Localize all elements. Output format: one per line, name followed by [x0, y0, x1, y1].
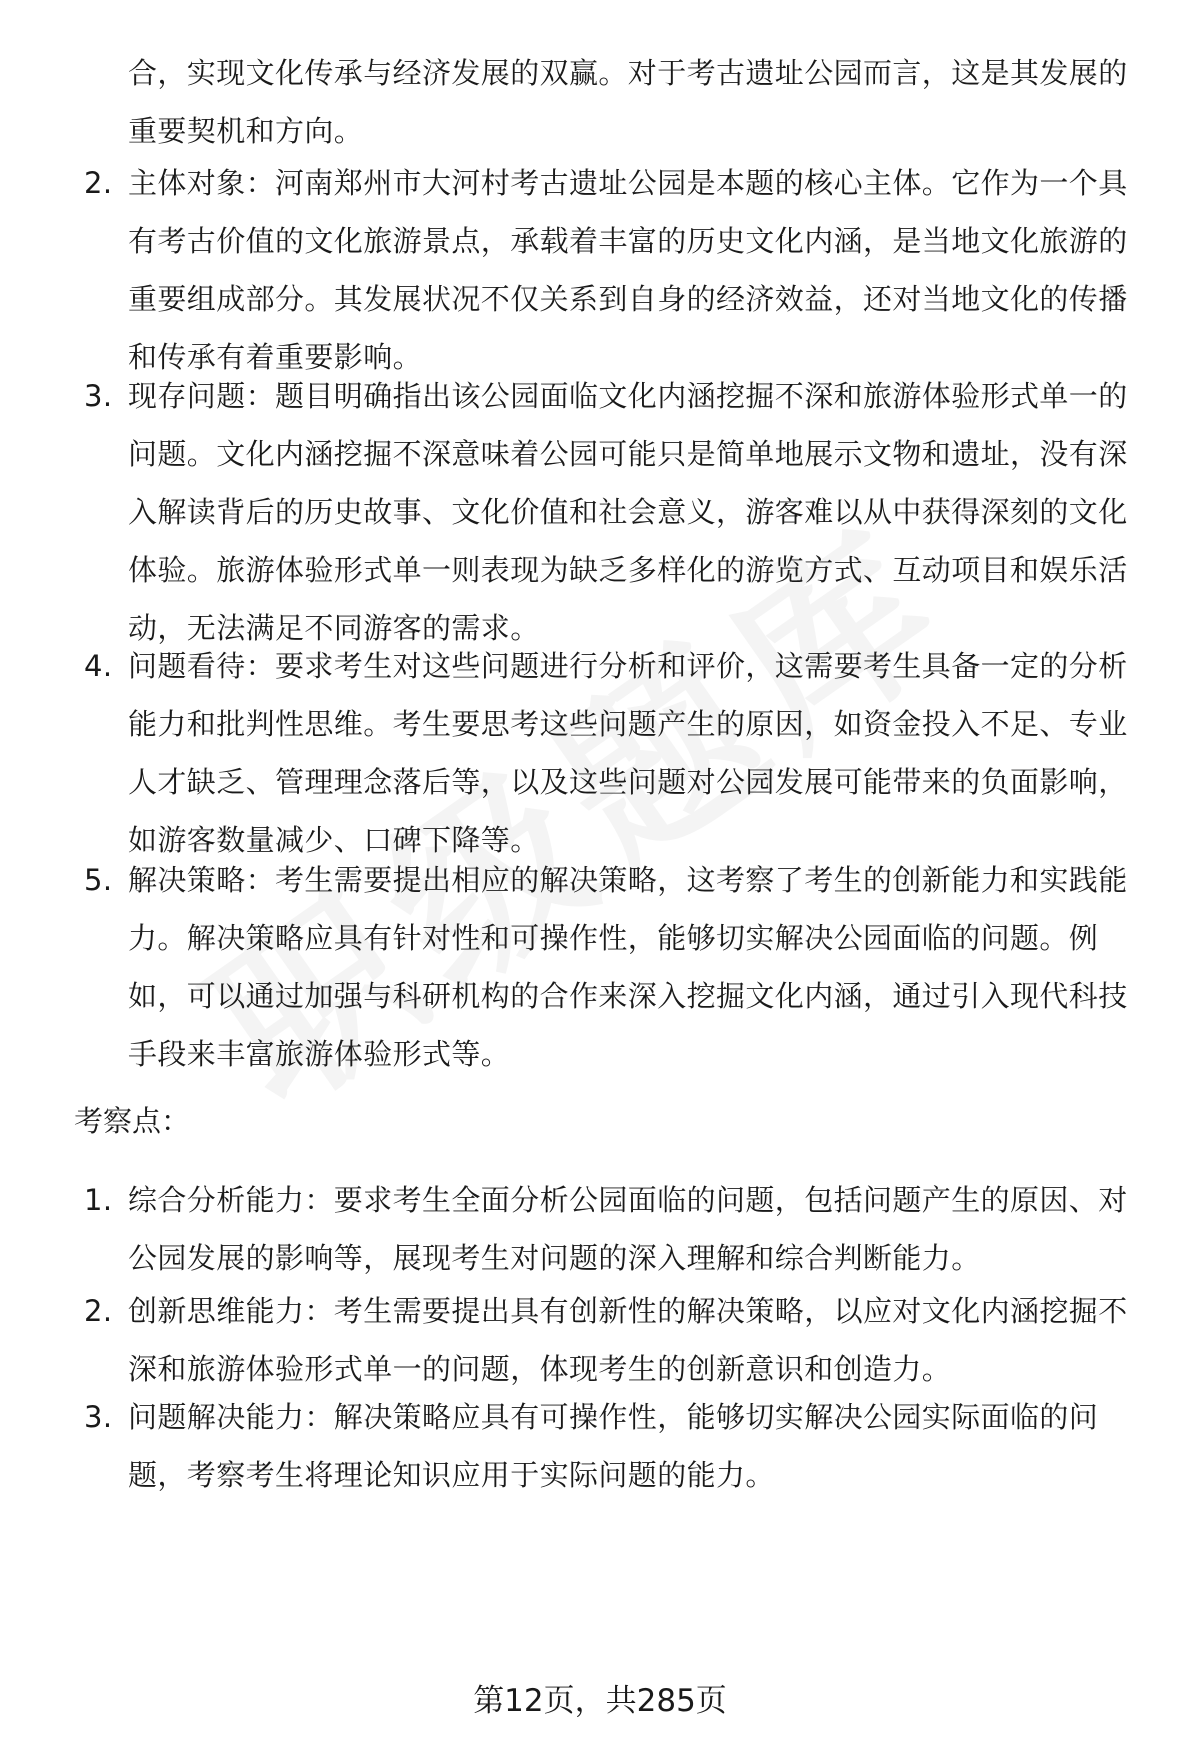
item-text: 综合分析能力：要求考生全面分析公园面临的问题，包括问题产生的原因、对公园发展的影响等，展现考生对问题的深入理解和综合判断能力。: [128, 1183, 1128, 1275]
item-number: 5.: [84, 863, 113, 897]
analysis-item-2: [84, 154, 1144, 386]
item-number: 2.: [84, 166, 113, 200]
analysis-item-4: [84, 637, 1144, 869]
item-text: 问题看待：要求考生对这些问题进行分析和评价，这需要考生具备一定的分析能力和批判性思维。考生要思考这些问题产生的原因，如资金投入不足、专业人才缺乏、管理理念落后等，以及这些问题对公园发展可能带来的负面影响，如游客数量减少、口碑下降等。: [128, 649, 1128, 857]
analysis-item-3: [84, 367, 1144, 657]
item-text: 主体对象：河南郑州市大河村考古遗址公园是本题的核心主体。它作为一个具有考古价值的文化旅游景点，承载着丰富的历史文化内涵，是当地文化旅游的重要组成部分。其发展状况不仅关系到自身的经济效益，还对当地文化的传播和传承有着重要影响。: [128, 166, 1128, 374]
item-text: 问题解决能力：解决策略应具有可操作性，能够切实解决公园实际面临的问题，考察考生将理论知识应用于实际问题的能力。: [128, 1400, 1099, 1492]
item-number: 3.: [84, 1400, 113, 1434]
assessment-item-3: [84, 1388, 1144, 1504]
item-number: 2.: [84, 1294, 113, 1328]
assessment-item-1: [84, 1171, 1144, 1287]
item-number: 1.: [84, 1183, 113, 1217]
item-text: 现存问题：题目明确指出该公园面临文化内涵挖掘不深和旅游体验形式单一的问题。文化内涵挖掘不深意味着公园可能只是简单地展示文物和遗址，没有深入解读背后的历史故事、文化价值和社会意义，游客难以从中获得深刻的文化体验。旅游体验形式单一则表现为缺乏多样化的游览方式、互动项目和娱乐活动，无法满足不同游客的需求。: [128, 379, 1128, 645]
analysis-item-5: [84, 851, 1144, 1083]
assessment-item-2: [84, 1282, 1144, 1398]
item-text: 创新思维能力：考生需要提出具有创新性的解决策略，以应对文化内涵挖掘不深和旅游体验形式单一的问题，体现考生的创新意识和创造力。: [128, 1294, 1128, 1386]
section-title: 考察点：: [74, 1104, 191, 1138]
item-text: 解决策略：考生需要提出相应的解决策略，这考察了考生的创新能力和实践能力。解决策略应具有针对性和可操作性，能够切实解决公园面临的问题。例如，可以通过加强与科研机构的合作来深入挖掘文化内涵，通过引入现代科技手段来丰富旅游体验形式等。: [128, 863, 1128, 1071]
page-footer: 第12页，共285页: [473, 1683, 727, 1719]
item-number: 4.: [84, 649, 113, 683]
intro-continuation: 合，实现文化传承与经济发展的双赢。对于考古遗址公园而言，这是其发展的重要契机和方向。: [128, 56, 1128, 148]
item-number: 3.: [84, 379, 113, 413]
